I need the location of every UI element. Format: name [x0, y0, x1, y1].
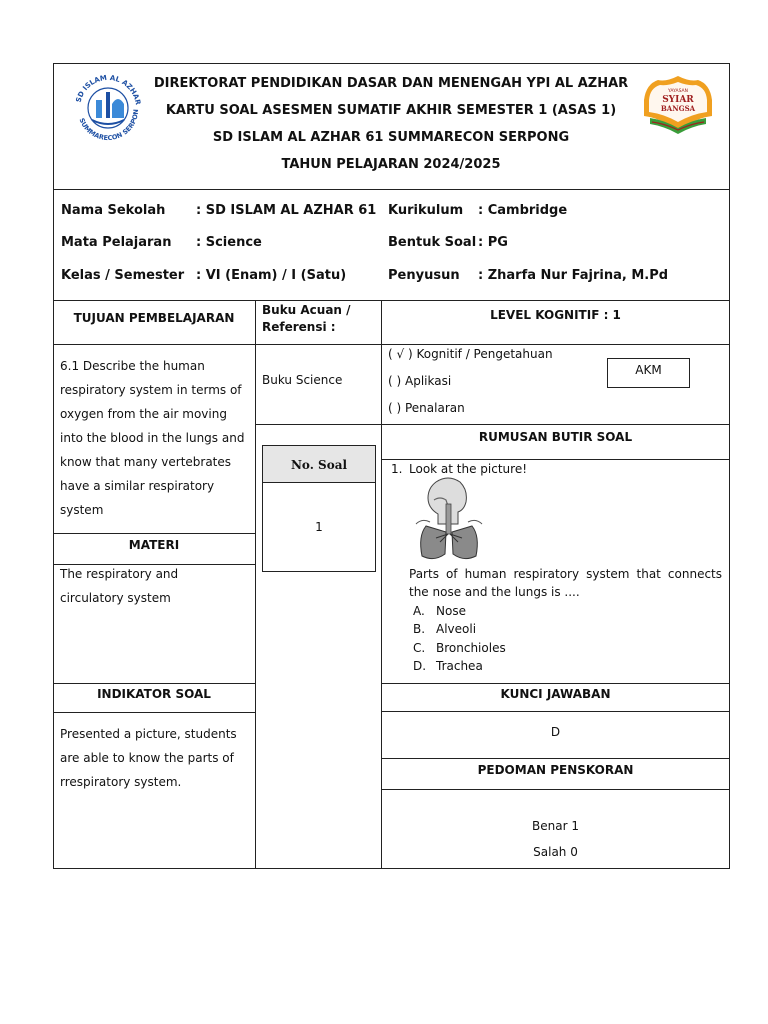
question-number: 1. — [391, 462, 403, 476]
svg-text:SYIAR: SYIAR — [662, 95, 694, 105]
subject-label: Mata Pelajaran — [61, 235, 172, 250]
buku-header-1: Buku Acuan / — [262, 303, 351, 317]
divider-header — [53, 189, 730, 190]
author-label: Penyusun — [388, 268, 460, 283]
option-c-text: Bronchioles — [436, 641, 506, 655]
school-logo — [70, 70, 146, 146]
no-soal-value: 1 — [315, 520, 323, 534]
rumusan-header: RUMUSAN BUTIR SOAL — [478, 430, 633, 444]
score-wrong: Salah 0 — [533, 845, 578, 859]
divider-rumusan — [381, 459, 730, 460]
divider-indikator-bot — [53, 712, 255, 713]
school-value: : SD ISLAM AL AZHAR 61 — [196, 203, 377, 218]
option-c-letter: C. — [413, 641, 426, 655]
option-a-text: Nose — [436, 604, 466, 618]
materi-header: MATERI — [128, 538, 180, 552]
form-value: : PG — [478, 235, 508, 250]
class-value: : VI (Enam) / I (Satu) — [196, 268, 347, 283]
divider-kunci-bot — [381, 711, 730, 712]
tujuan-header: TUJUAN PEMBELAJARAN — [73, 311, 235, 325]
divider-kunci-top — [381, 683, 730, 684]
divider-materi-top — [53, 533, 255, 534]
indikator-header: INDIKATOR SOAL — [97, 687, 211, 701]
header-line-1: DIREKTORAT PENDIDIKAN DASAR DAN MENENGAH YPI AL AZHAR — [153, 76, 629, 91]
akm-label: AKM — [635, 363, 662, 377]
level-header: LEVEL KOGNITIF : 1 — [490, 308, 621, 322]
no-soal-header: No. Soal — [290, 458, 348, 472]
question-intro: Look at the picture! — [409, 462, 528, 476]
divider-level — [381, 424, 730, 425]
svg-text:BANGSA: BANGSA — [660, 104, 696, 113]
school-label: Nama Sekolah — [61, 203, 166, 218]
vdivider-2 — [381, 300, 382, 869]
respiratory-system-illustration — [414, 476, 484, 564]
foundation-logo — [640, 72, 716, 136]
kunci-header: KUNCI JAWABAN — [500, 687, 611, 701]
score-correct: Benar 1 — [532, 819, 579, 833]
header-line-4: TAHUN PELAJARAN 2024/2025 — [281, 157, 501, 172]
form-label: Bentuk Soal — [388, 235, 477, 250]
divider-info — [53, 300, 730, 301]
tujuan-text: 6.1 Describe the human respiratory system in terms of oxygen from the air moving into the blood in the lungs and know that many vertebrates have a similar respiratory system — [60, 359, 245, 517]
subject-value: : Science — [196, 235, 262, 250]
class-label: Kelas / Semester — [61, 268, 185, 283]
level-option-aplikasi: ( ) Aplikasi — [388, 374, 452, 388]
option-a-letter: A. — [413, 604, 425, 618]
divider-pedoman-bot — [381, 789, 730, 790]
indikator-text: Presented a picture, students are able to know the parts of rrespiratory system. — [60, 727, 237, 789]
pedoman-header: PEDOMAN PENSKORAN — [477, 763, 634, 777]
level-option-kognitif: ( √ ) Kognitif / Pengetahuan — [388, 347, 553, 361]
svg-text:YAYASAN: YAYASAN — [668, 89, 688, 94]
level-option-penalaran: ( ) Penalaran — [388, 401, 465, 415]
option-b-letter: B. — [413, 622, 426, 636]
option-d-text: Trachea — [436, 659, 483, 673]
divider-buku — [255, 424, 381, 425]
materi-text: The respiratory and circulatory system — [60, 567, 179, 605]
kunci-value: D — [550, 725, 561, 739]
divider-row1 — [53, 344, 730, 345]
svg-text:SUMMARECON SERPONG: SUMMARECON SERPON — [77, 108, 141, 143]
curriculum-value: : Cambridge — [478, 203, 568, 218]
header-line-2: KARTU SOAL ASESMEN SUMATIF AKHIR SEMESTER 1 (ASAS 1) — [165, 103, 617, 118]
vdivider-1 — [255, 300, 256, 869]
buku-value: Buku Science — [262, 373, 343, 387]
divider-indikator-top — [53, 683, 255, 684]
option-b-text: Alveoli — [436, 622, 477, 636]
buku-header-2: Referensi : — [262, 320, 336, 334]
curriculum-label: Kurikulum — [388, 203, 464, 218]
header-line-3: SD ISLAM AL AZHAR 61 SUMMARECON SERPONG — [212, 130, 570, 145]
question-stem: Parts of human respiratory system that connects the nose and the lungs is .... — [409, 567, 722, 599]
option-d-letter: D. — [413, 659, 427, 673]
divider-pedoman-top — [381, 758, 730, 759]
author-value: : Zharfa Nur Fajrina, M.Pd — [478, 268, 669, 283]
svg-text:SD ISLAM AL AZHAR 61: SD ISLAM AL AZHAR — [74, 73, 142, 106]
